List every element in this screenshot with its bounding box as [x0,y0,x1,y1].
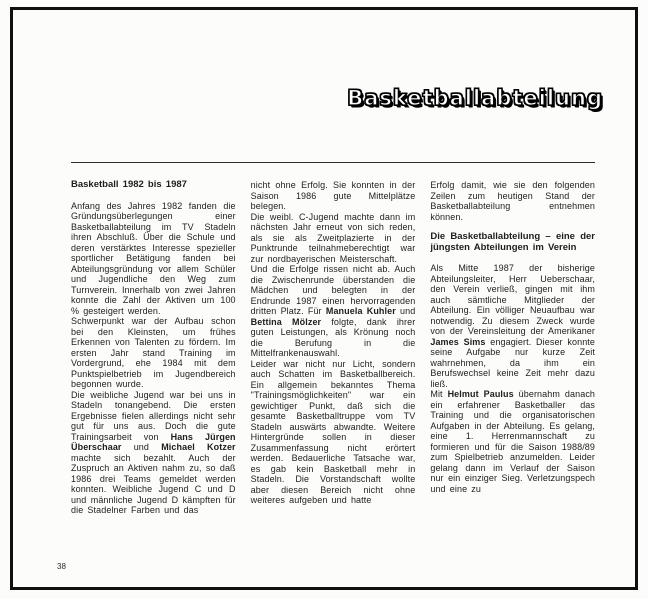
body-text: Und die Erfolge rissen nicht ab. Auch die Zwischenrunde überstanden die Mädchen und belegten in der Endrunde 1987 einen hervorragenden dritten Platz. Für [250,264,416,316]
header-divider [71,162,595,163]
body-text: und [395,306,416,316]
body-text: machte sich bezahlt. Auch der Zuspruch an Aktiven nahm zu, so daß 1986 drei Teams gemeldet werden konnten. Weibliche Jugend C und D und männliche Jugend D kämpften für die Stadelner Farben und das [71,452,236,515]
paragraph [251,212,416,265]
bold-name-text: Manuela Kuhler [325,306,396,316]
bold-name-text: Bettina Mölzer [250,316,322,327]
paragraph [430,389,595,494]
body-text: Die weibliche Jugend war bei uns in Stadeln tonangebend. Die ersten Ergebnisse fielen allerdings nicht sehr gut für uns aus. Doch die gute Trainingsarbeit von [71,389,236,442]
body-text: Schwerpunkt war der Aufbau schon bei den Kleinsten, um frühes Erkennen von Talenten zu fördern. Im ersten Jahr stand Training im Vordergrund, ehe 1984 mit dem Punktspielbetrieb im Jugendbereich begonnen wurde. [71,316,236,389]
paragraph [430,180,595,222]
text-column-1 [71,180,236,516]
paragraph [71,390,236,516]
bold-name-text: Hans Jürgen Überschaar [71,431,236,452]
body-text: Leider war nicht nur Licht, sondern auch Schatten im Basketballbereich. Ein allgemein bekanntes Thema "Trainingsmöglichkeiten" war ein gewichtiger Punkt, daß sich die gesamte Basketballtruppe vom TV Stadeln auswärts abwandte. Weitere Hintergründe sollen in dieser Zusammenfassung nicht erörtert werden. Bedauerliche Tatsache war, es gab kein Basketball mehr in Stadeln. Die Vorstandschaft wollte aber diesen Bereich nicht ohne weiteres aufgeben und hatte [250,358,416,505]
text-column-3 [430,180,595,516]
body-text: Die weibl. C-Jugend machte dann im nächsten Jahr erneut von sich reden, als sie als Zweitplazierte in der Punktrunde teilnahmeberechtigt war zur nordbayerischen Meisterschaft. [250,211,416,264]
page-number: 38 [57,562,66,571]
bold-name-text: Basketball 1982 bis 1987 [71,179,187,190]
bold-name-text: Michael Kotzer [161,442,236,452]
page-border-frame [10,7,638,590]
body-text: Anfang des Jahres 1982 fanden die Gründungsüberlegungen einer Basketballabteilung im TV Stadeln ihren Abschluß. Über die Schule und deren verstärktes Interesse spezieller sportlicher Betätigung fanden bei Abteilungsgründung vor allem Schüler und Jugendliche den Weg zum Turnverein. Innerhalb von zwei Jahren konnte die Zahl der Aktiven um 100 % gesteigert werden. [71,200,236,316]
text-column-2 [251,180,416,516]
article-columns [71,180,595,516]
paragraph [251,264,416,359]
paragraph [251,359,416,506]
body-text: Mit [430,389,448,399]
paragraph [71,201,236,317]
body-text: engagiert. Dieser konnte seine Aufgabe nur kurze Zeit wahrnehmen, da ihm ein Berufswechsel keine Zeit mehr dazu ließ. [430,336,596,389]
section-heading [430,232,595,253]
section-heading [71,180,236,191]
body-text: folgte, dank ihrer guten Leistungen, als Krönung noch die Berufung in die Mittelfrankenauswahl. [250,316,416,358]
page-title: Basketballabteilung [347,86,603,110]
body-text: nicht ohne Erfolg. Sie konnten in der Saison 1986 gute Mittelplätze belegen. [250,180,416,211]
paragraph [430,263,595,389]
body-text: Als Mitte 1987 der bisherige Abteilungsleiter, Herr Ueberschaar, den Verein verließ, gingen mit ihm auch sämtliche Mitglieder der Abteilung. Ein völliger Neuaufbau war notwendig. Zu diesem Zweck wurde von der Vereinsleitung der Amerikaner [430,263,596,336]
bold-name-text: Helmut Paulus [447,389,514,399]
bold-name-text: James Sims [430,336,486,347]
bold-name-text: Die Basketballabteilung – eine der jüngsten Abteilungen im Verein [430,231,596,253]
body-text: übernahm danach ein erfahrener Basketballer das Training und die organisatorischen Aufgaben in der Abteilung. Es gelang, eine 1. Herrenmannschaft zu formieren und für die Saison 1988/89 zum Spielbetrieb anzumelden. Leider gelang dann im Verlauf der Saison nur ein einziger Sieg. Verletzungspech und eine zu [430,389,596,494]
body-text: und [121,442,162,452]
paragraph [251,180,416,212]
body-text: Erfolg damit, wie sie den folgenden Zeilen zum heutigen Stand der Basketballabteilung entnehmen können. [430,180,596,222]
paragraph [71,316,236,390]
